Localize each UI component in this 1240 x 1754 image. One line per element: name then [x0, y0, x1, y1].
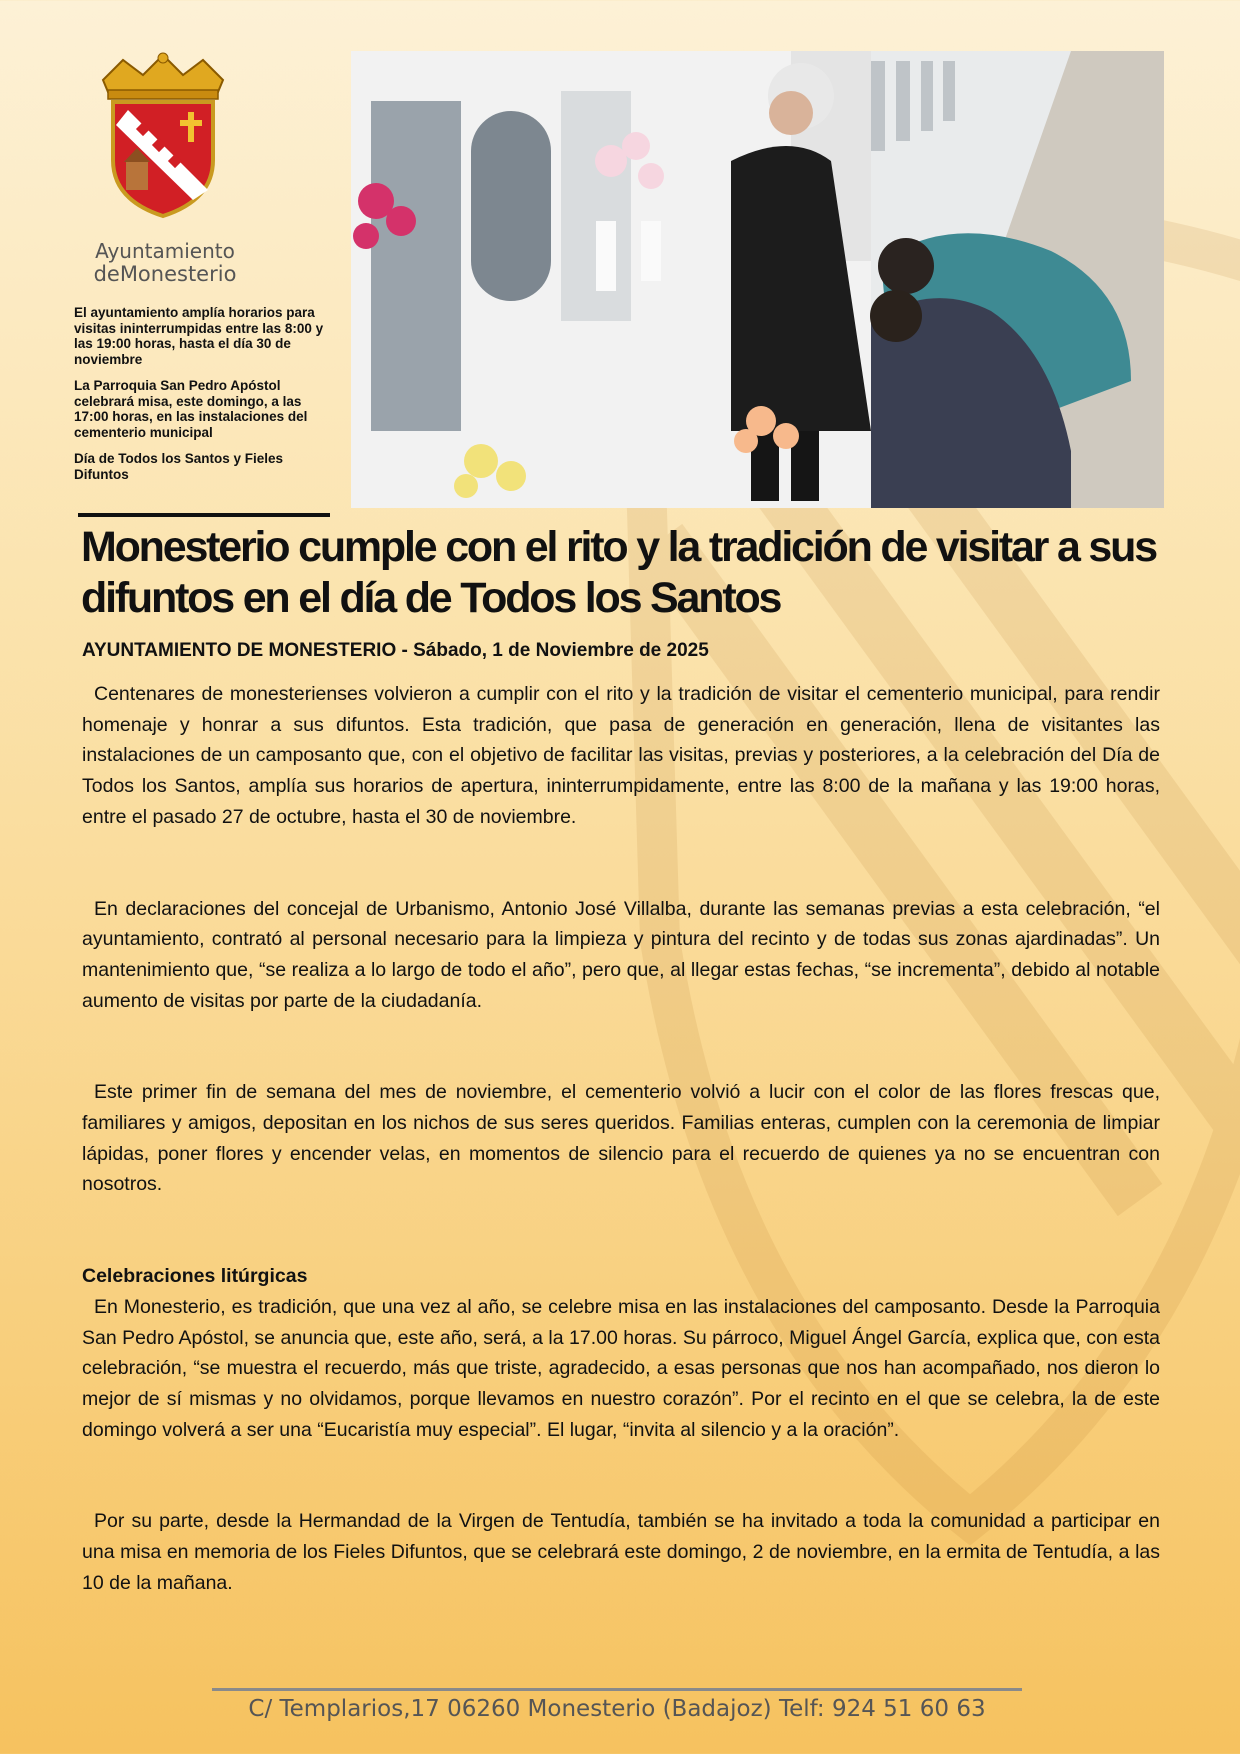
body-paragraph: En declaraciones del concejal de Urbanismo, Antonio José Villalba, durante las semanas previas a esta celebración, “el ayuntamiento, contrató al personal necesario para la limpieza y pintura del recinto y de todas sus zonas ajardinadas”. Un mantenimiento que, “se realiza a lo largo de todo el año”, pero que, al llegar estas fechas, “se incrementa”, debido al notable aumento de visitas por parte de la ciudadanía. [82, 897, 1160, 1012]
logo-line-1: Ayuntamiento [95, 239, 235, 263]
body-paragraph: Este primer fin de semana del mes de noviembre, el cementerio volvió a lucir con el color de las flores frescas que, familiares y amigos, depositan en los nichos de sus seres queridos. Familias enteras, cumplen con la ceremonia de limpiar lápidas, poner flores y encender velas, en momentos de silencio para el recuerdo de quienes ya no se encuentran con nosotros. [82, 1081, 1160, 1196]
logo-wordmark [70, 240, 260, 286]
highlight-item: La Parroquia San Pedro Apóstol celebrará misa, este domingo, a las 17:00 horas, en las instalaciones del cementerio municipal [74, 378, 308, 440]
highlight-item: El ayuntamiento amplía horarios para visitas ininterrumpidas entre las 8:00 y las 19:00 horas, hasta el día 30 de noviembre [74, 305, 324, 367]
section-subheading: Celebraciones litúrgicas [82, 1265, 308, 1288]
coat-of-arms-logo [88, 50, 238, 220]
cemetery-photo [351, 51, 1164, 508]
article-headline: Monesterio cumple con el rito y la tradición de visitar a sus difuntos en el día de Todos los Santos [81, 523, 1156, 622]
article-body [82, 679, 1160, 1598]
footer-divider [212, 1688, 1022, 1691]
logo-line-2: deMonesterio [93, 262, 237, 286]
highlight-item: Día de Todos los Santos y Fieles Difuntos [74, 451, 284, 482]
body-paragraph: Por su parte, desde la Hermandad de la Virgen de Tentudía, también se ha invitado a toda la comunidad a participar en una misa en memoria de los Fieles Difuntos, que se celebrará este domingo, 2 de noviembre, en la ermita de Tentudía, a las 10 de la mañana. [82, 1510, 1160, 1594]
body-paragraph: Centenares de monesterienses volvieron a cumplir con el rito y la tradición de visitar el cementerio municipal, para rendir homenaje y honrar a sus difuntos. Esta tradición, que pasa de generación en generación, llena de visitantes las instalaciones de un camposanto que, con el objetivo de facilitar las visitas, previas y posteriores, a la celebración del Día de Todos los Santos, amplía sus horarios de apertura, ininterrumpidamente, entre las 8:00 de la mañana y las 19:00 horas, entre el pasado 27 de octubre, hasta el 30 de noviembre. [82, 683, 1160, 828]
body-paragraph: En Monesterio, es tradición, que una vez al año, se celebre misa en las instalaciones del camposanto. Desde la Parroquia San Pedro Apóstol, se anuncia que, este año, será, a la 17.00 horas. Su párroco, Miguel Ángel García, explica que, con esta celebración, “se muestra el recuerdo, más que triste, agradecido, a esas personas que nos han acompañado, nos dieron lo mejor de sí mismas y no olvidamos, porque llevamos en nuestro corazón”. Por el recinto en el que se celebra, la de este domingo volverá a ser una “Eucaristía muy especial”. El lugar, “invita al silencio y a la oración”. [82, 1295, 1160, 1441]
sidebar-divider [78, 513, 330, 517]
footer-address: C/ Templarios,17 06260 Monesterio (Badajoz) Telf: 924 51 60 63 [248, 1696, 986, 1722]
sidebar-highlights [74, 305, 334, 493]
article-byline: AYUNTAMIENTO DE MONESTERIO - Sábado, 1 de Noviembre de 2025 [82, 640, 709, 661]
